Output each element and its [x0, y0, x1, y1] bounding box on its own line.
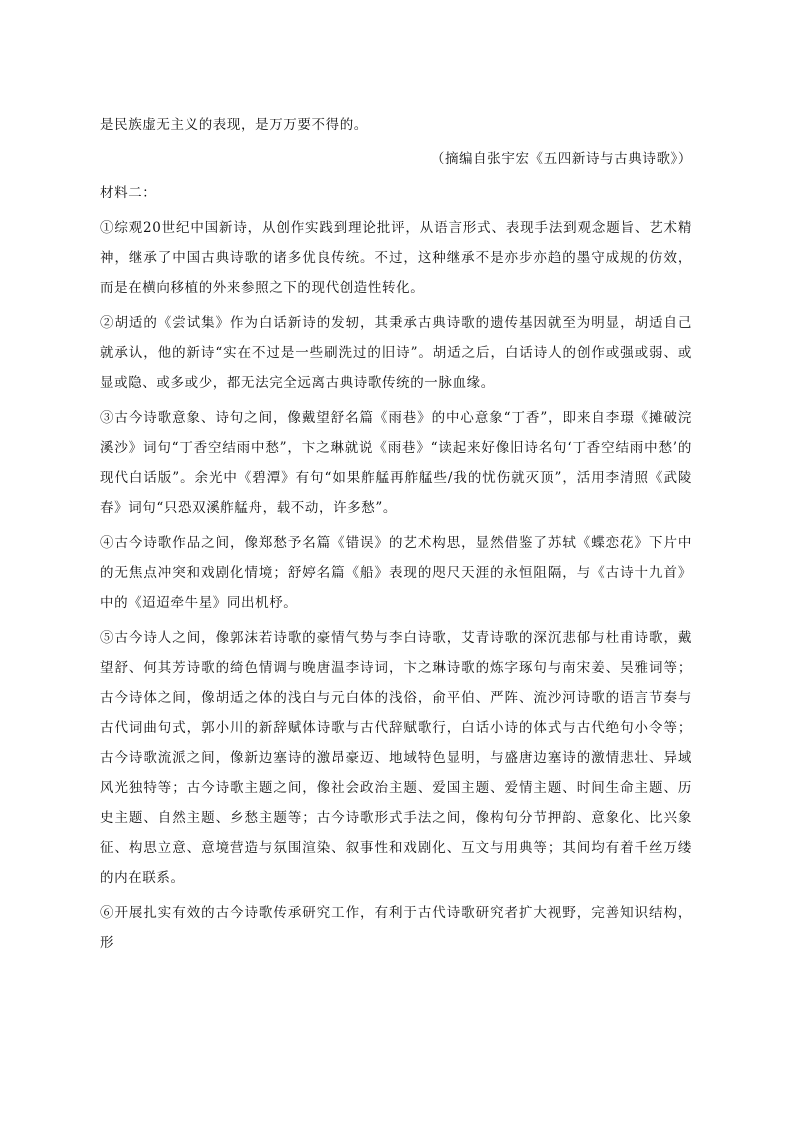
- paragraph-marker: ⑤: [100, 630, 115, 646]
- paragraph-5: [100, 623, 692, 893]
- paragraph-text: 古今诗歌作品之间，像郑愁予名篇《错误》的艺术构思，显然借鉴了苏轼《蝶恋花》下片中的无焦点冲突和戏剧化情境；舒婷名篇《船》表现的咫尺天涯的永恒阻隔，与《古诗十九首》中的《迢迢牵牛星》同出机杼。: [100, 535, 692, 611]
- paragraph-text: 开展扎实有效的古今诗歌传承研究工作，有利于古代诗歌研究者扩大视野，完善知识结构，形: [100, 905, 692, 951]
- paragraph-marker: ⑥: [100, 905, 115, 921]
- paragraph-3: [100, 403, 692, 523]
- paragraph-text: 综观20世纪中国新诗，从创作实践到理论批评，从语言形式、表现手法到观念题旨、艺术精神，继承了中国古典诗歌的诸多优良传统。不过，这种继承不是亦步亦趋的墨守成规的仿效，而是在横向移植的外来参照之下的现代创造性转化。: [100, 220, 692, 296]
- paragraph-6: [100, 898, 692, 958]
- intro-line: 是民族虚无主义的表现，是万万要不得的。: [100, 117, 368, 133]
- section-heading: 材料二：: [100, 185, 157, 201]
- paragraph-text: 古今诗人之间，像郭沫若诗歌的豪情气势与李白诗歌，艾青诗歌的深沉悲郁与杜甫诗歌，戴望舒、何其芳诗歌的绮色情调与晚唐温李诗词，卞之琳诗歌的炼字琢句与南宋姜、吴雅词等；古今诗体之间，像胡适之体的浅白与元白体的浅俗，俞平伯、严阵、流沙河诗歌的语言节奏与古代词曲句式，郭小川的新辞赋体诗歌与古代辞赋歌行，白话小诗的体式与古代绝句小令等；古今诗歌流派之间，像新边塞诗的激昂豪迈、地域特色显明，与盛唐边塞诗的激情悲壮、异域风光独特等；古今诗歌主题之间，像社会政治主题、爱国主题、爱情主题、时间生命主题、历史主题、自然主题、乡愁主题等；古今诗歌形式手法之间，像构句分节押韵、意象化、比兴象征、构思立意、意境营造与氛围渲染、叙事性和戏剧化、互文与用典等；其间均有着千丝万缕的内在联系。: [100, 630, 692, 886]
- source-note: （摘编自张宇宏《五四新诗与古典诗歌》）: [430, 151, 692, 167]
- document-body: [100, 110, 692, 963]
- paragraph-marker: ③: [100, 410, 115, 426]
- paragraph-4: [100, 528, 692, 618]
- paragraph-text: 胡适的《尝试集》作为白话新诗的发轫，其秉承古典诗歌的遗传基因就至为明显，胡适自己就承认，他的新诗“实在不过是一些刷洗过的旧诗”。胡适之后，白话诗人的创作或强或弱、或显或隐、或多或少，都无法完全远离古典诗歌传统的一脉血缘。: [100, 315, 692, 391]
- paragraph-marker: ②: [100, 315, 115, 331]
- paragraph-marker: ①: [100, 220, 115, 236]
- paragraph-1: [100, 213, 692, 303]
- paragraph-2: [100, 308, 692, 398]
- paragraph-marker: ④: [100, 535, 115, 551]
- paragraph-text: 古今诗歌意象、诗句之间，像戴望舒名篇《雨巷》的中心意象“丁香”，即来自李璟《摊破浣溪沙》词句“丁香空结雨中愁”，卞之琳就说《雨巷》“读起来好像旧诗名句‘丁香空结雨中愁’的现代白话版”。余光中《碧潭》有句“如果舴艋再舴艋些/我的忧伤就灭顶”，活用李清照《武陵春》词句“只恐双溪舴艋舟，载不动，许多愁”。: [100, 410, 692, 516]
